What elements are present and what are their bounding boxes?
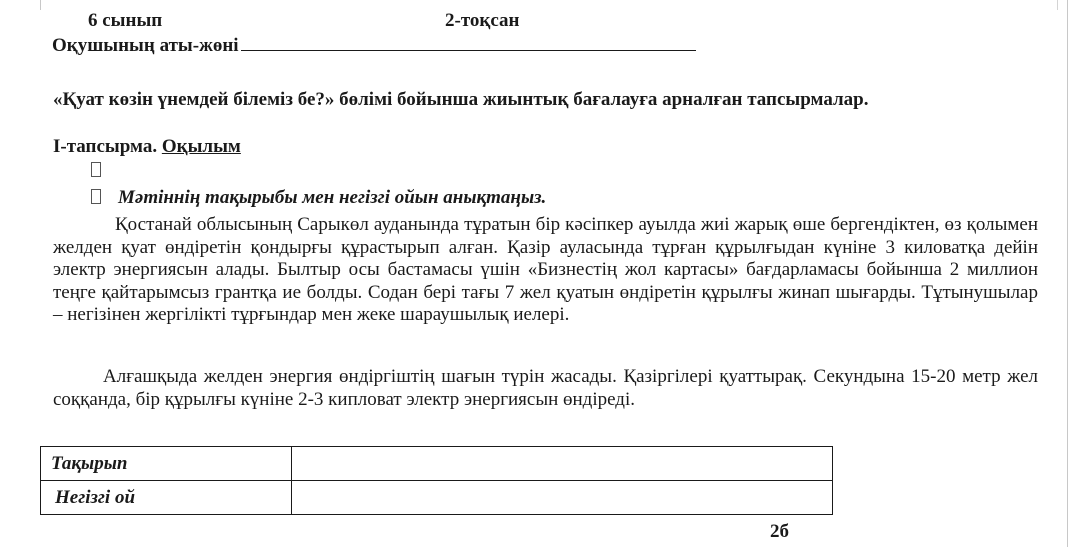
- topic-label: Тақырып: [41, 447, 292, 481]
- task-name: Оқылым: [161, 136, 241, 157]
- student-name-line: [52, 34, 696, 57]
- table-row: [41, 447, 833, 481]
- task-heading: [53, 136, 241, 158]
- topic-answer-cell[interactable]: [292, 447, 833, 481]
- student-name-label: Оқушының аты-жөні: [52, 35, 239, 56]
- reading-paragraph-1: [53, 214, 1038, 327]
- bullet-placeholder-icon: [91, 189, 101, 207]
- reading-paragraph-2: [53, 366, 1038, 411]
- main-idea-label: Негізгі ой: [41, 481, 292, 515]
- main-idea-answer-cell[interactable]: [292, 481, 833, 515]
- page-frame-line: [40, 0, 41, 10]
- student-name-field[interactable]: [241, 34, 696, 51]
- paragraph-text: Қостанай облысының Сарыкөл ауданында тұратын бір кәсіпкер ауылда жиі жарық өше бергендіктен, өз қолымен желден қуат өндіретін қондырғы құрастырып алған. Қазір ауласында тұрған құрылғыдан күніне 3 киловатқа дейін электр энергиясын алады. Былтыр осы бастамасы үшін «Бизнестің жол картасы» бағдарламасы бойынша 2 миллион теңге қайтарымсыз грантқа ие болды. Содан бері тағы 7 жел қуатын өндіретін құрылғы жинап шығарды. Тұтынушылар – негізінен жергілікті тұрғындар мен жеке шараушылық иелері.: [53, 214, 1038, 325]
- task-instruction: Мәтіннің тақырыбы мен негізгі ойын анықтаңыз.: [118, 187, 547, 208]
- task-number: І-тапсырма.: [53, 136, 158, 157]
- paragraph-text: Алғашқыда желден энергия өндіргіштің шағын түрін жасады. Қазіргілері қуаттырақ. Секундына 15-20 метр жел соққанда, бір құрылғы күніне 2-3 кипловат электр энергиясын өндіреді.: [53, 366, 1038, 410]
- bullet-placeholder-icon: [91, 162, 101, 180]
- assessment-title: «Қуат көзін үнемдей білеміз бе?» бөлімі бойынша жиынтық бағалауға арналған тапсырмалар.: [53, 89, 869, 110]
- grade-label: 6 сынып: [88, 10, 163, 31]
- points-label: 2б: [770, 521, 789, 542]
- table-row: [41, 481, 833, 515]
- page-frame-line: [1057, 0, 1058, 10]
- quarter-label: 2-тоқсан: [445, 10, 520, 31]
- answer-table: [40, 446, 833, 515]
- page-frame-line: [1067, 0, 1068, 547]
